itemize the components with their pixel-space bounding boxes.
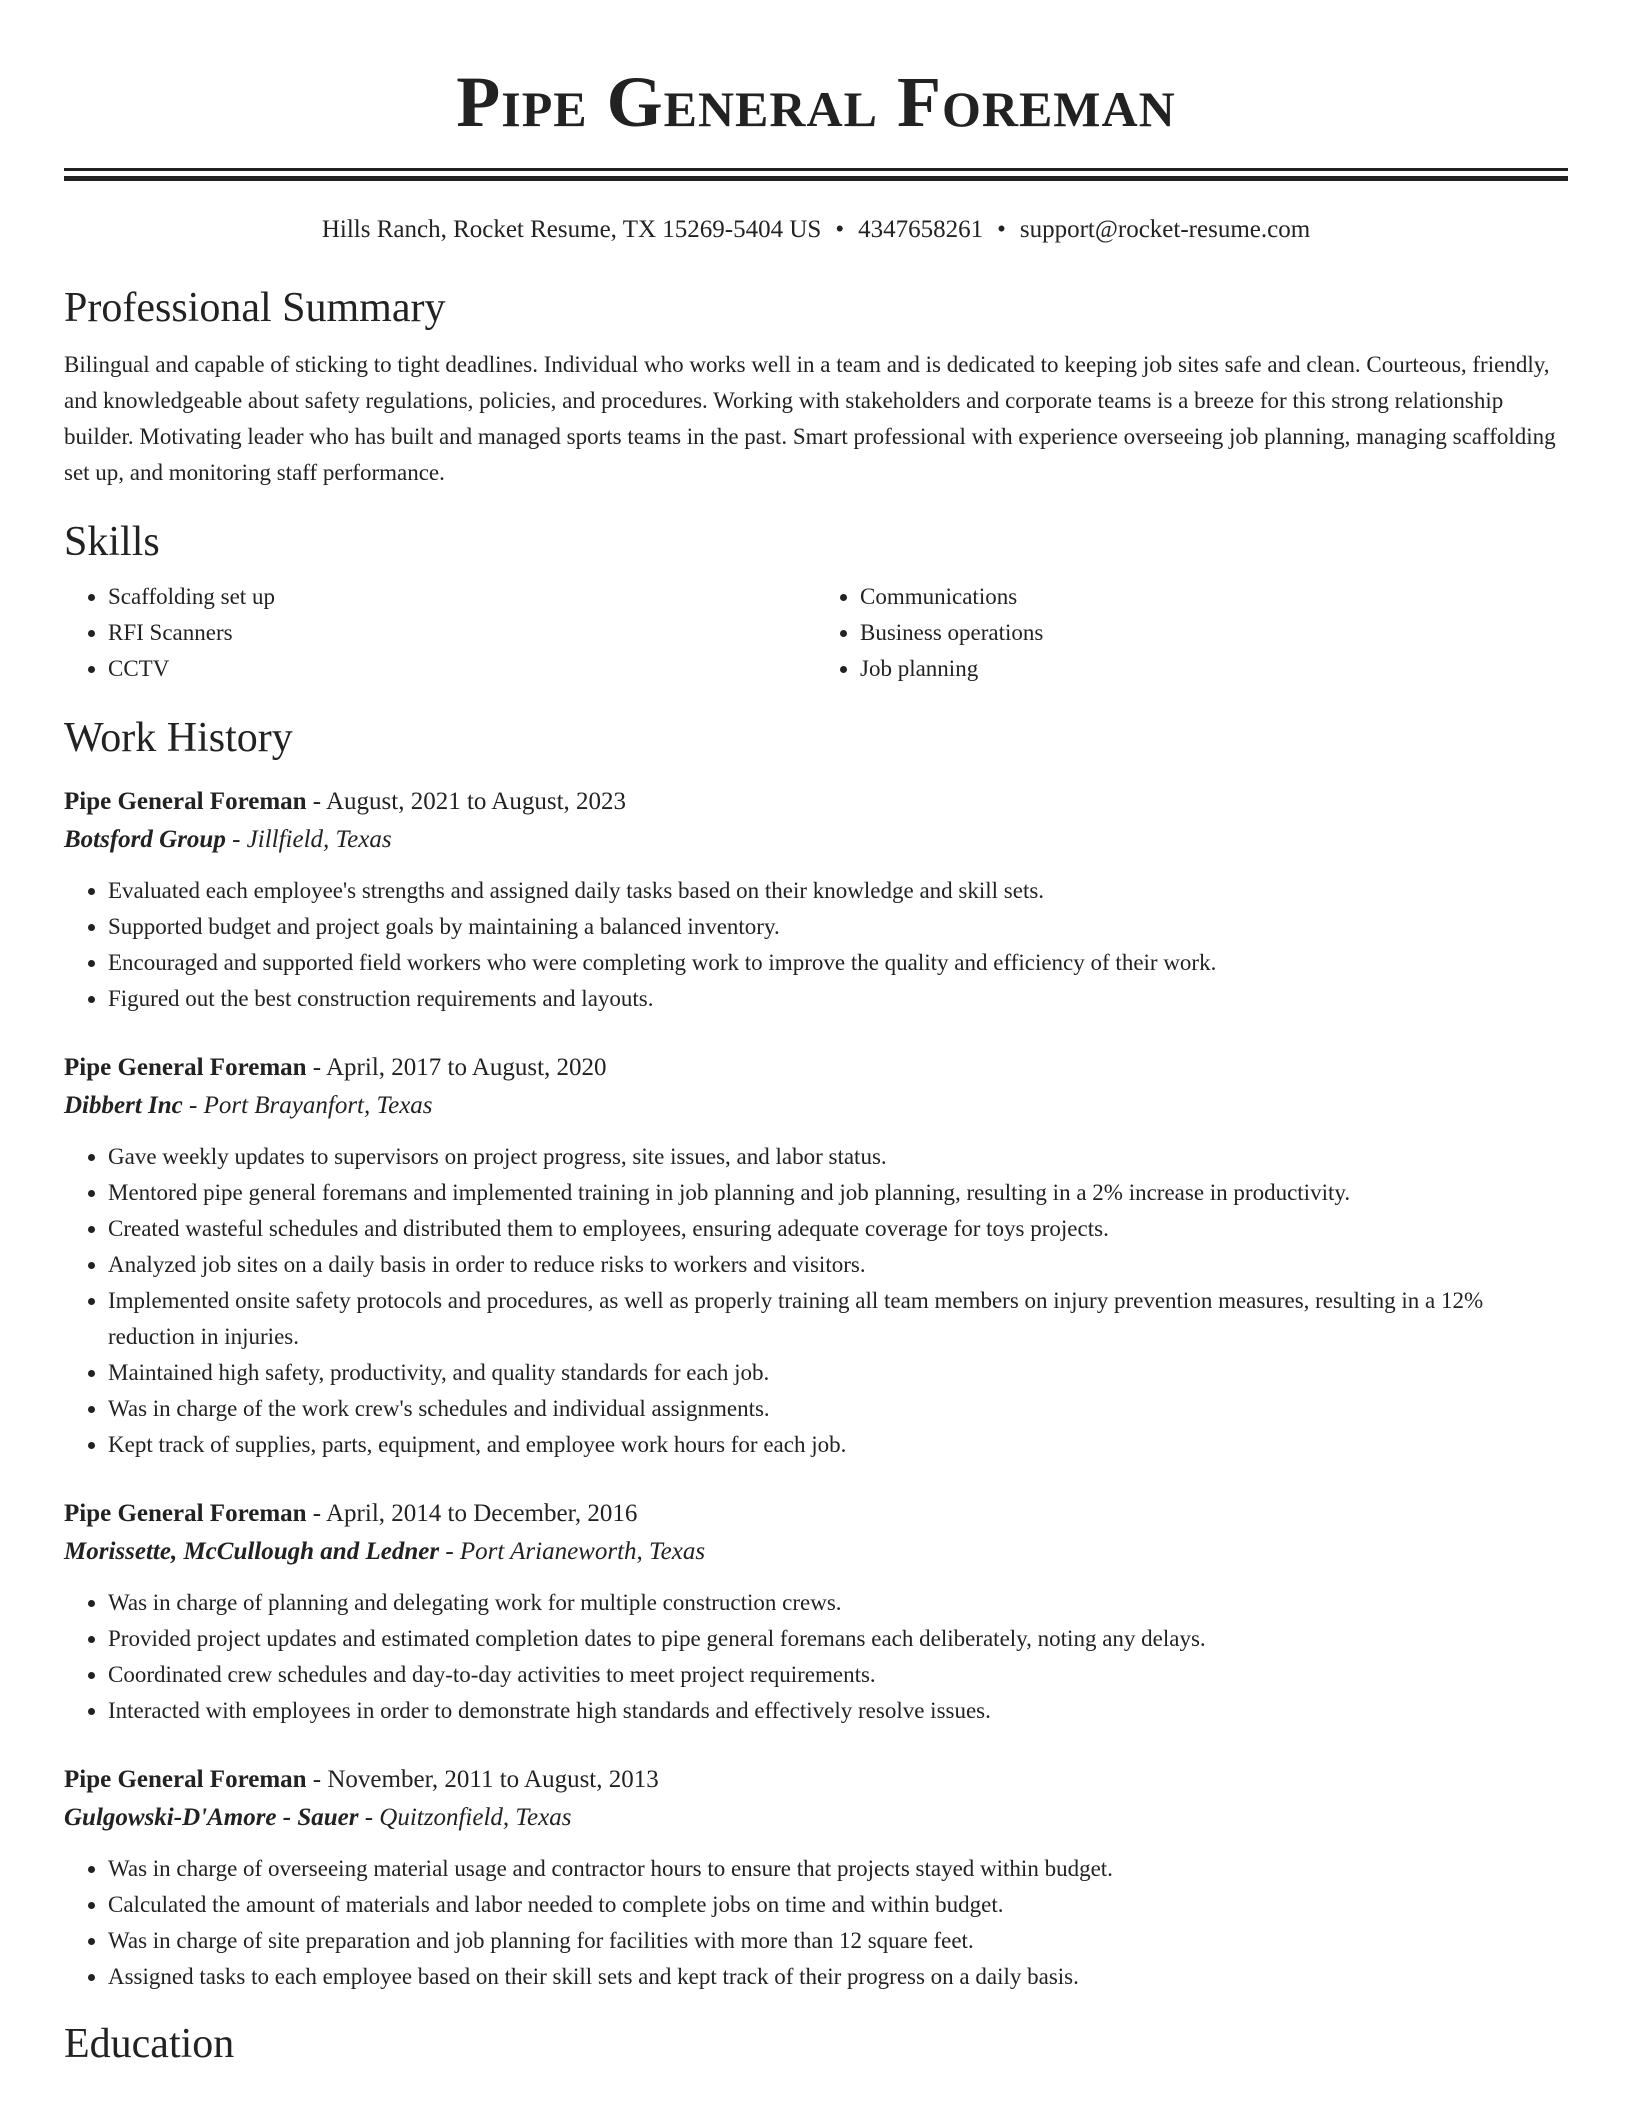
job-location: - Port Brayanfort, Texas bbox=[182, 1092, 433, 1119]
skills-heading: Skills bbox=[64, 519, 160, 565]
job-bullet: • Assigned tasks to each employee based on their skill sets and kept track of their progress on a daily basis. bbox=[108, 1959, 1568, 1995]
job-bullet: • Interacted with employees in order to demonstrate high standards and effectively resolve issues. bbox=[108, 1693, 1568, 1729]
job-location: - Jillfield, Texas bbox=[225, 826, 392, 853]
contact-separator: • bbox=[997, 216, 1006, 243]
job-bullet: • Encouraged and supported field workers who were completing work to improve the quality and efficiency of their work. bbox=[108, 945, 1568, 981]
contact-separator: • bbox=[835, 216, 845, 243]
summary-text: Bilingual and capable of sticking to tight deadlines. Individual who works well in a team and is dedicated to keeping job sites safe and clean. Courteous, friendly, and knowledgeable about safety regulations, policies, and procedures. Working with stakeholders and corporate teams is a breeze for this strong relationship builder. Motivating leader who has built and managed sports teams in the past. Smart professional with experience overseeing job planning, managing scaffolding set up, and monitoring staff performance. bbox=[64, 352, 1556, 485]
job-dates: - November, 2011 to August, 2013 bbox=[306, 1766, 659, 1793]
skill-item: • Communications bbox=[860, 579, 1568, 615]
job-company: Morissette, McCullough and Ledner bbox=[64, 1538, 440, 1565]
contact-email: support@rocket-resume.com bbox=[1019, 216, 1311, 243]
job-bullets bbox=[64, 1139, 1568, 1463]
job-bullet: • Was in charge of site preparation and job planning for facilities with more than 12 square feet. bbox=[108, 1923, 1568, 1959]
job-company-line bbox=[64, 1533, 1568, 1571]
job-bullet: • Gave weekly updates to supervisors on project progress, site issues, and labor status. bbox=[108, 1139, 1568, 1175]
job-bullets bbox=[64, 1851, 1568, 1995]
skill-item: • Business operations bbox=[860, 615, 1568, 651]
skills-column-right bbox=[816, 579, 1568, 687]
job-dates: - April, 2014 to December, 2016 bbox=[306, 1500, 638, 1527]
skill-item: • RFI Scanners bbox=[108, 615, 816, 651]
job-title-line bbox=[64, 1049, 1568, 1087]
education-heading: Education bbox=[64, 2021, 235, 2067]
job-company-line bbox=[64, 821, 1568, 859]
header-divider-thin bbox=[64, 168, 1568, 171]
job-entry bbox=[64, 1049, 1568, 1463]
job-bullet: • Evaluated each employee's strengths and assigned daily tasks based on their knowledge and skill sets. bbox=[108, 873, 1568, 909]
header-divider-thick bbox=[64, 176, 1568, 181]
job-company-line bbox=[64, 1799, 1568, 1837]
job-title-line bbox=[64, 1495, 1568, 1533]
job-bullet: • Implemented onsite safety protocols and procedures, as well as properly training all team members on injury prevention measures, resulting in a 12% reduction in injuries. bbox=[108, 1283, 1568, 1355]
job-company: Botsford Group bbox=[64, 826, 226, 853]
job-role: Pipe General Foreman bbox=[64, 1766, 307, 1793]
skills-column-left bbox=[64, 579, 816, 687]
job-dates: - August, 2021 to August, 2023 bbox=[306, 788, 627, 815]
job-role: Pipe General Foreman bbox=[64, 1500, 307, 1527]
job-role: Pipe General Foreman bbox=[64, 1054, 307, 1081]
resume-name: Pipe General Foreman bbox=[456, 62, 1176, 142]
job-bullet: • Supported budget and project goals by maintaining a balanced inventory. bbox=[108, 909, 1568, 945]
job-location: - Quitzonfield, Texas bbox=[358, 1804, 572, 1831]
job-company: Dibbert Inc bbox=[64, 1092, 183, 1119]
job-entry bbox=[64, 1761, 1568, 1995]
job-title-line bbox=[64, 783, 1568, 821]
job-location: - Port Arianeworth, Texas bbox=[439, 1538, 706, 1565]
job-company-line bbox=[64, 1087, 1568, 1125]
job-title-line bbox=[64, 1761, 1568, 1799]
resume-page bbox=[64, 0, 1568, 2069]
job-bullet: • Analyzed job sites on a daily basis in order to reduce risks to workers and visitors. bbox=[108, 1247, 1568, 1283]
job-bullets bbox=[64, 873, 1568, 1017]
job-bullet: • Kept track of supplies, parts, equipment, and employee work hours for each job. bbox=[108, 1427, 1568, 1463]
contact-address: Hills Ranch, Rocket Resume, TX 15269-5404 US bbox=[321, 216, 822, 243]
job-entry bbox=[64, 1495, 1568, 1729]
job-role: Pipe General Foreman bbox=[64, 788, 307, 815]
job-bullets bbox=[64, 1585, 1568, 1729]
job-bullet: • Was in charge of planning and delegating work for multiple construction crews. bbox=[108, 1585, 1568, 1621]
work-history-heading: Work History bbox=[64, 715, 293, 761]
job-entry bbox=[64, 783, 1568, 1017]
contact-line bbox=[64, 215, 1568, 245]
job-bullet: • Provided project updates and estimated completion dates to pipe general foremans each deliberately, noting any delays. bbox=[108, 1621, 1568, 1657]
job-bullet: • Maintained high safety, productivity, and quality standards for each job. bbox=[108, 1355, 1568, 1391]
job-bullet: • Coordinated crew schedules and day-to-day activities to meet project requirements. bbox=[108, 1657, 1568, 1693]
job-company: Gulgowski-D'Amore - Sauer bbox=[64, 1804, 359, 1831]
job-dates: - April, 2017 to August, 2020 bbox=[306, 1054, 607, 1081]
skill-item: • CCTV bbox=[108, 651, 816, 687]
summary-heading: Professional Summary bbox=[64, 285, 446, 331]
job-bullet: • Was in charge of overseeing material usage and contractor hours to ensure that projects stayed within budget. bbox=[108, 1851, 1568, 1887]
skills-list bbox=[64, 579, 1568, 687]
job-bullet: • Was in charge of the work crew's schedules and individual assignments. bbox=[108, 1391, 1568, 1427]
job-bullet: • Figured out the best construction requirements and layouts. bbox=[108, 981, 1568, 1017]
job-bullet: • Created wasteful schedules and distributed them to employees, ensuring adequate coverage for toys projects. bbox=[108, 1211, 1568, 1247]
skill-item: • Scaffolding set up bbox=[108, 579, 816, 615]
job-bullet: • Mentored pipe general foremans and implemented training in job planning and job planning, resulting in a 2% increase in productivity. bbox=[108, 1175, 1568, 1211]
contact-phone: 4347658261 bbox=[858, 216, 984, 243]
job-bullet: • Calculated the amount of materials and labor needed to complete jobs on time and within budget. bbox=[108, 1887, 1568, 1923]
skill-item: • Job planning bbox=[860, 651, 1568, 687]
